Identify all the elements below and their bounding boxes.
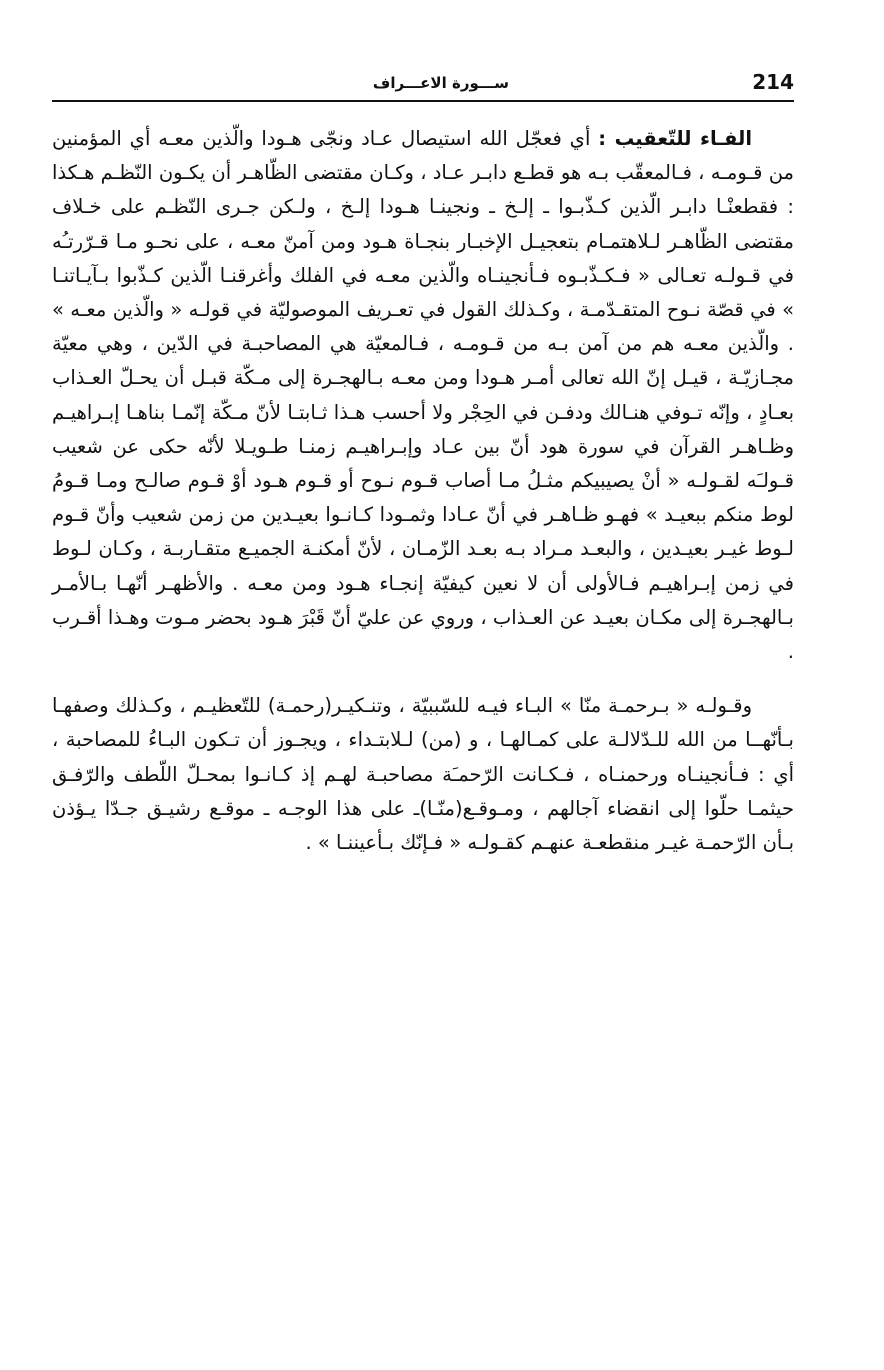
body-text <box>52 122 794 860</box>
paragraph-1-lead: الفـاء للتّعقيب : <box>598 127 753 150</box>
paragraph-1 <box>52 122 794 669</box>
page-header <box>52 70 794 104</box>
paragraph-2-text: وقـولـه « بـرحمـة منّا » البـاء فيـه للسّببيّة ، وتنـكيـر(رحمـة) للتّعظيـم ، وكـذلك وصفهـا بـأنّهــا من الله للـدّلالـة على كمـالهـا ، و (من) لـلابتـداء ، ويجـوز أن تـكون البـاءُ للمصاحبة ، أي : فـأنجينـاه ورحمنـاه ، فـكـانت الرّحمـَة مصاحبـة لهـم إذ كـانـوا بمحـلّ اللّطف والرّفـق حيثمـا حلّوا إلى انقضاء آجالهم ، ومـوقـع(منّـا)ـ على هذا الوجـه ـ موقـع رشيـق جـدّا يـؤذن بـأن الرّحمـة غيـر منقطعـة عنهـم كقـولـه « فـإنّك بـأعيننـا » . <box>52 694 794 855</box>
running-title: ســـورة الاعـــراف <box>372 74 509 92</box>
page-number: 214 <box>752 70 794 94</box>
header-rule <box>52 100 794 102</box>
paragraph-2 <box>52 689 794 860</box>
paragraph-1-text: أي فعجّل الله استيصال عـاد ونجّى هـودا والّذين معـه أي المؤمنين من قـومـه ، فـالمعقّب بـه هو قطـع دابـر عـاد ، وكـان مقتضى الظّاهـر أن يكـون النّظـم هـكذا : فقطعنْـا دابـر الّذين كـذّبـوا ـ إلـخ ـ ونجينـا هـودا إلـخ ، ولـكن جـرى النّظـم على خـلاف مقتضى الظّاهـر لـلاهتمـام بتعجيـل الإخبـار بنجـاة هـود ومن آمنّ معـه ، على نحـو مـا قـرّرتـُه في قـولـه تعـالى « فـكـذّبـوه فـأنجينـاه والّذين معـه في الفلك وأغرقنـا الّذين كـذّبوا بـآيـاتنـا » في قصّة نـوح المتقـدّمـة ، وكـذلك القول في تعـريف الموصوليّة في قولـه « والّذين معـه » . والّذين معـه هم من آمن بـه من قـومـه ، فـالمعيّة هي المصاحبـة في الدّين ، وهي معيّة مجـازيّـة ، قيـل إنّ الله تعالى أمـر هـودا ومن معـه بـالهجـرة إلى مـكّة قبـل أن يحـلّ العـذاب بعـادٍ ، وإنّه تـوفي هنـالك ودفـن في الحِجْر ولا أحسب هـذا ثـابتـا لأنّ مـكّة إنّمـا بناهـا إبـراهيـم وظـاهـر القرآن في سورة هود أنّ بين عـاد وإبـراهيـم زمنـا طـويـلا لأنّه حكى عن شعيب قـولـَه لقـولـه « أنْ يصيبيكم مثـلُ مـا أصاب قـوم نـوح أو قـوم هـود أوْ قـوم صالـح ومـا قـومُ لوط منكم ببعيـد » فهـو ظـاهـر في أنّ عـادا وثمـودا كـانـوا بعيـدين من زمن شعيب وأنّ قـوم لـوط غيـر بعيـدين ، والبعـد مـراد بـه بعـد الزّمـان ، لأنّ أمكنـة الجميـع متقـاربـة ، وكـان لـوط في زمن إبـراهيـم فـالأولى أن لا نعين كيفيّة إنجـاء هـود ومن معـه . والأظهـر أنّهـا بـالأمـر بـالهجـرة إلى مكـان بعيـد عن العـذاب ، وروي عن عليّ أنّ قَبْرَ هـود بحضر مـوت وهـذا أقـرب . <box>52 127 794 664</box>
